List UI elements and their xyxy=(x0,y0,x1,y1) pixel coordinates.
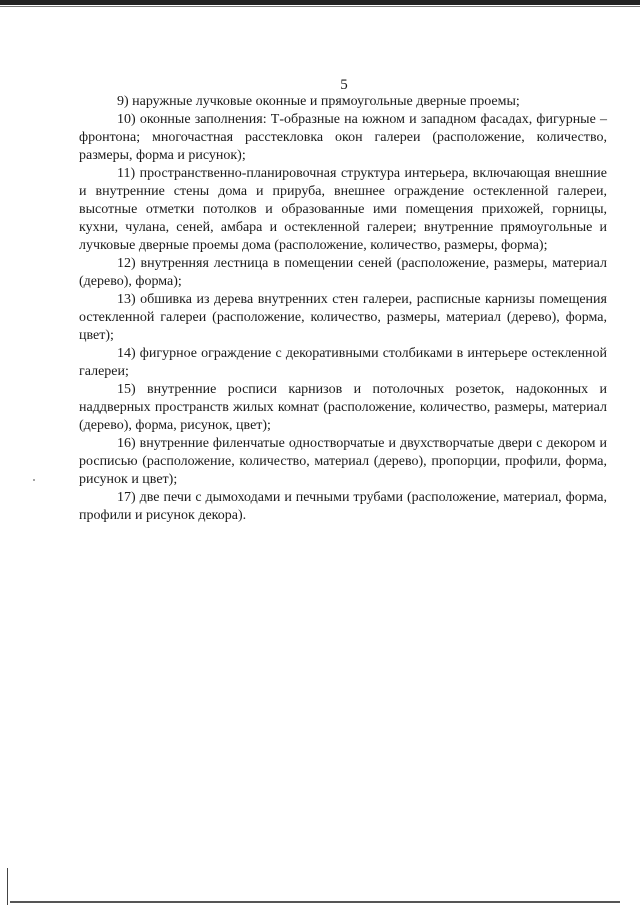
bottom-border-line xyxy=(10,901,620,903)
list-item: 16) внутренние филенчатые одностворчатые и двухстворчатые двери с декором и росписью (расположение, количество, материал (дерево), пропорции, профили, форма, рисунок и цвет); xyxy=(79,436,607,487)
list-item: 14) фигурное ограждение с декоративными столбиками в интерьере остекленной галереи; xyxy=(79,346,607,379)
list-item: 9) наружные лучковые оконные и прямоугольные дверные проемы; xyxy=(117,94,520,109)
scan-speck xyxy=(33,479,35,481)
list-item: 11) пространственно-планировочная структура интерьера, включающая внешние и внутренние стены дома и прируба, внешнее ограждение остекленной галереи, высотные отметки потолков и образованные ими помещения прихожей, горницы, кухни, чулана, сеней, амбара и остекленной галереи; внутренние прямоугольные и лучковые дверные проемы дома (расположение, количество, размеры, форма); xyxy=(79,166,607,253)
list-item: 13) обшивка из дерева внутренних стен галереи, расписные карнизы помещения остекленной галереи (расположение, количество, размеры, материал (дерево), форма, цвет); xyxy=(79,292,607,343)
scan-edge-mark xyxy=(7,868,8,905)
list-item: 10) оконные заполнения: Т-образные на южном и западном фасадах, фигурные – фронтона; многочастная расстекловка окон галереи (расположение, количество, размеры, форма и рисунок); xyxy=(79,112,607,163)
list-item: 15) внутренние росписи карнизов и потолочных розеток, надоконных и наддверных пространств жилых комнат (расположение, количество, размеры, материал (дерево), форма, рисунок, цвет); xyxy=(79,382,607,433)
top-border-shadow xyxy=(0,6,640,7)
list-item: 12) внутренняя лестница в помещении сеней (расположение, размеры, материал (дерево), форма); xyxy=(79,256,607,289)
page-number: 5 xyxy=(340,77,348,93)
list-item: 17) две печи с дымоходами и печными трубами (расположение, материал, форма, профили и рисунок декора). xyxy=(79,490,607,523)
top-border-line xyxy=(0,0,640,5)
document-body xyxy=(79,93,607,525)
